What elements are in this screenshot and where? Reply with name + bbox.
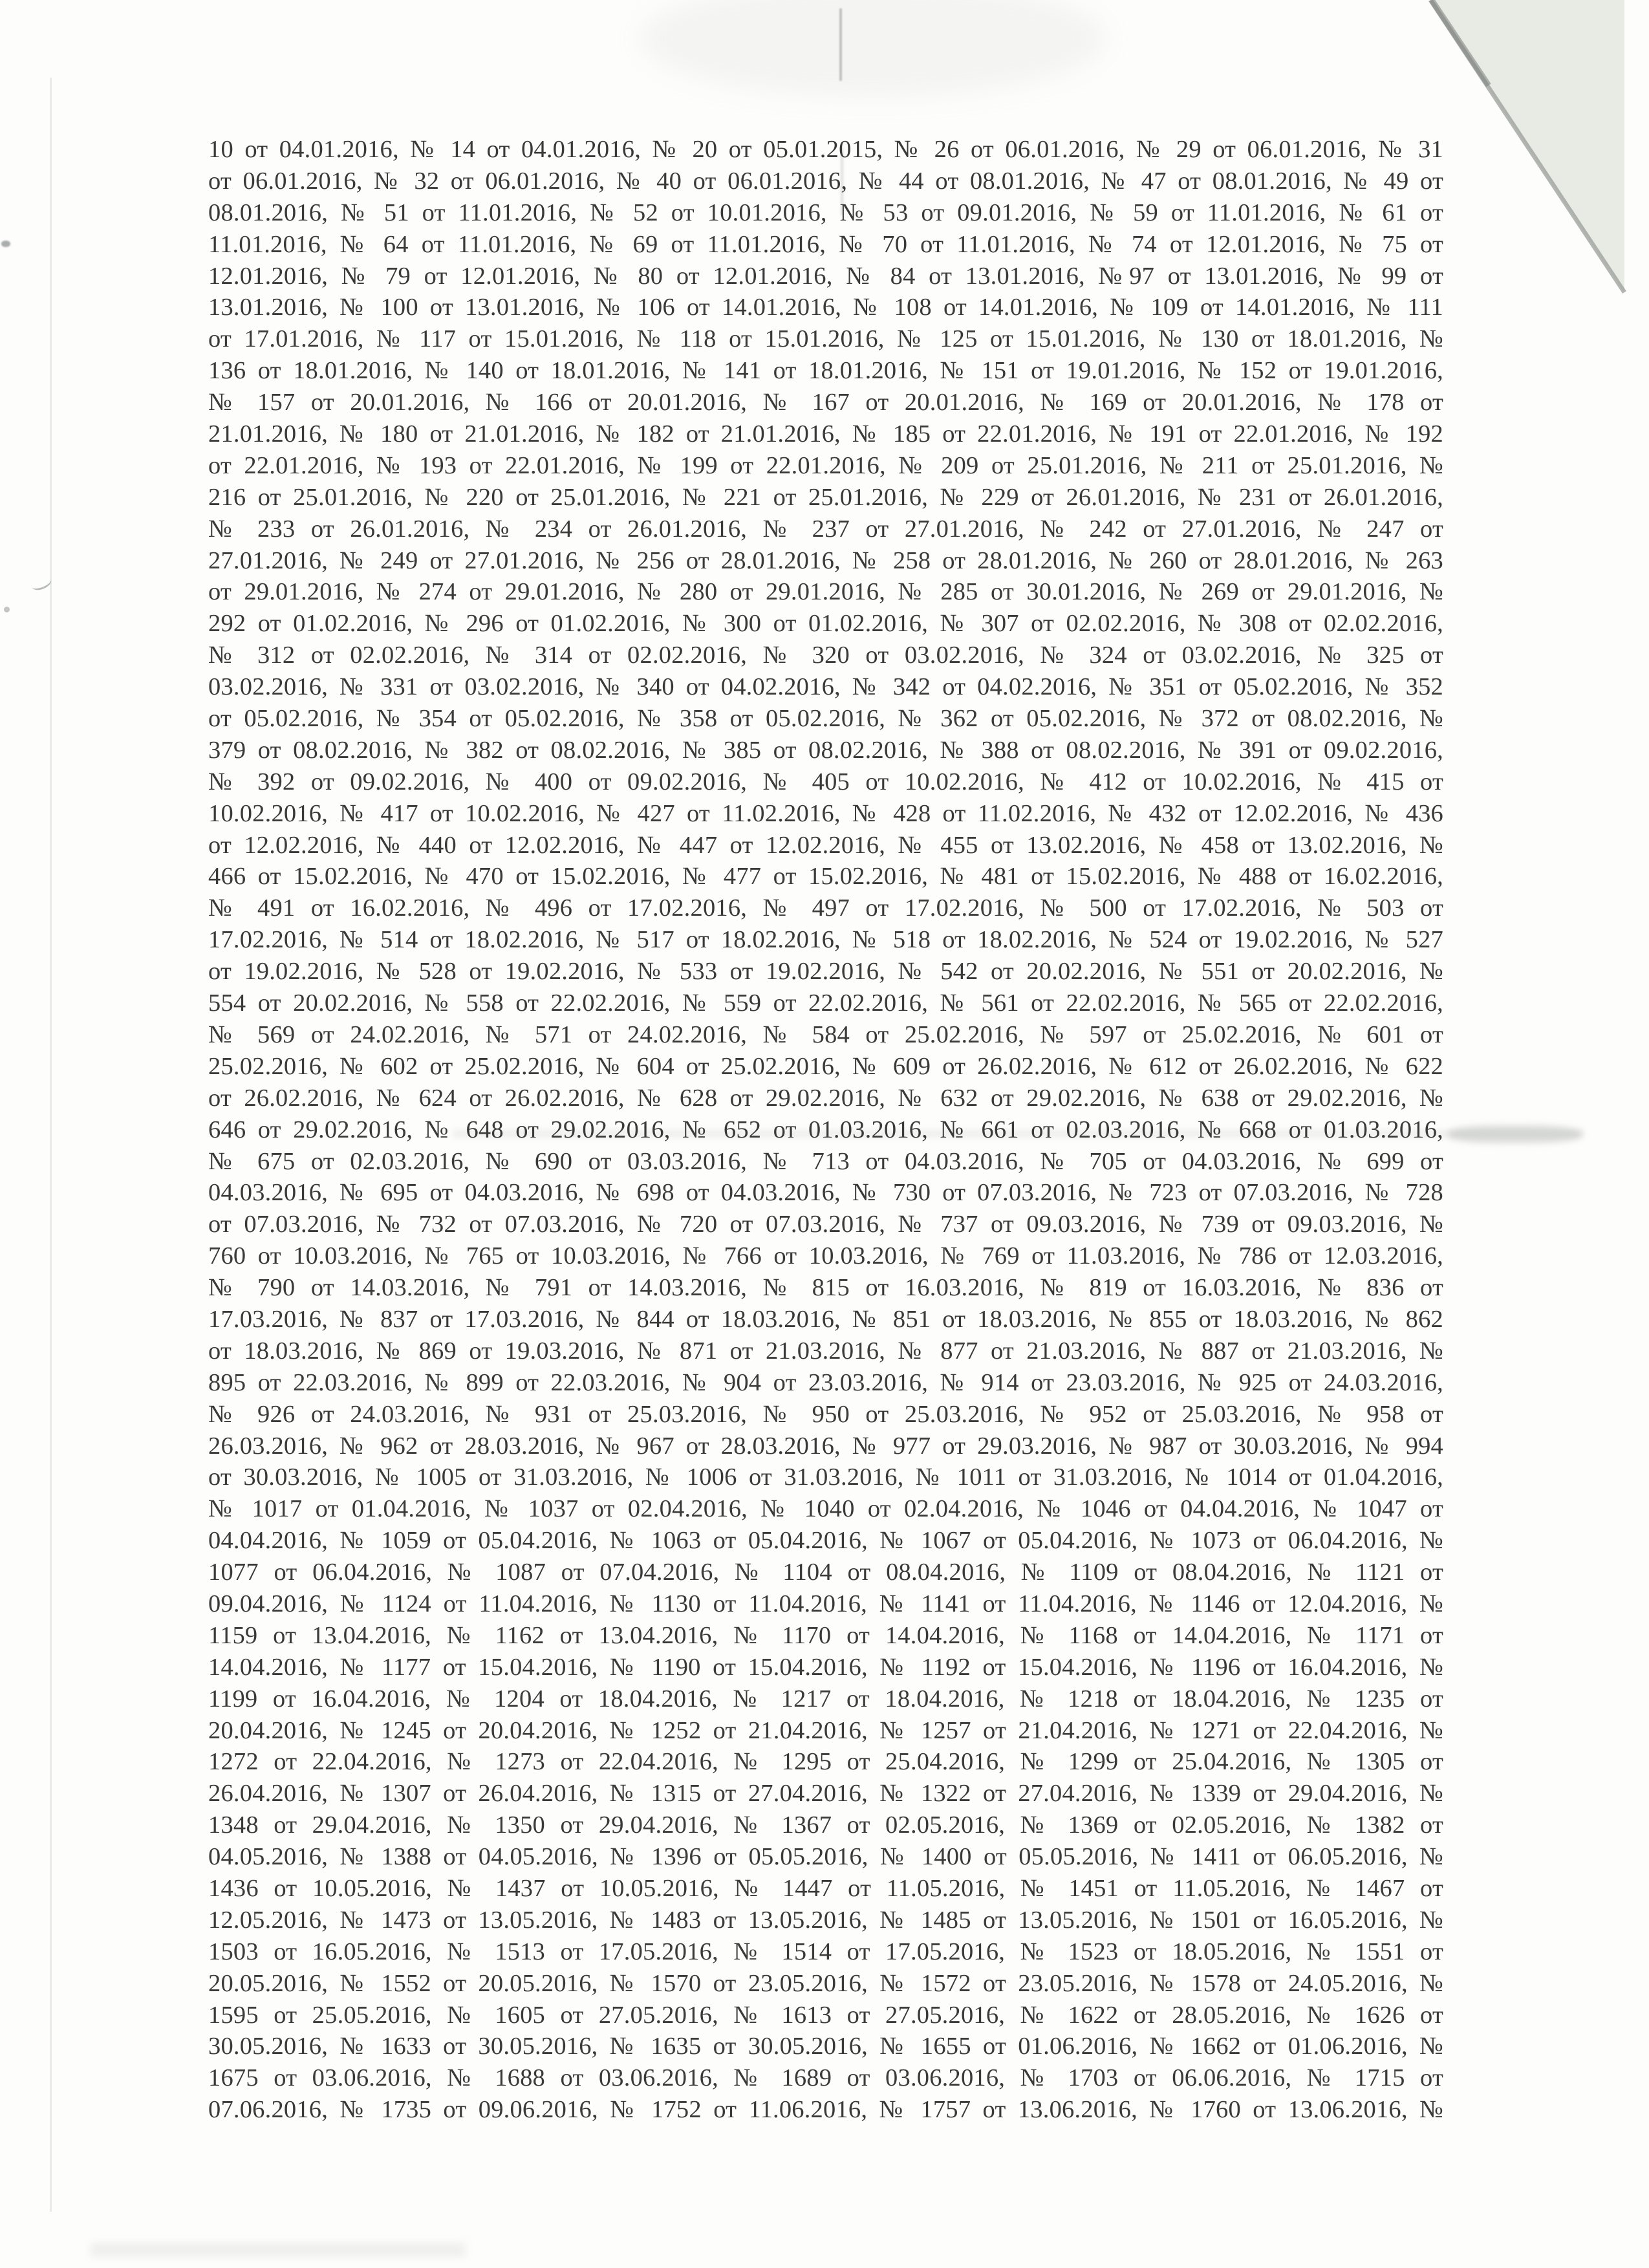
- text-line: от 05.02.2016, № 354 от 05.02.2016, № 358 от 05.02.2016, № 362 от 05.02.2016, № 372 от 08.02.2016, №: [208, 705, 1443, 733]
- text-line: № 790 от 14.03.2016, № 791 от 14.03.2016, № 815 от 16.03.2016, № 819 от 16.03.2016, № 836 от: [208, 1274, 1443, 1302]
- text-line: от 19.02.2016, № 528 от 19.02.2016, № 533 от 19.02.2016, № 542 от 20.02.2016, № 551 от 20.02.2016, №: [208, 958, 1443, 986]
- text-line: 1595 от 25.05.2016, № 1605 от 27.05.2016, № 1613 от 27.05.2016, № 1622 от 28.05.2016, № 1626 от: [208, 2001, 1443, 2029]
- text-line: 1348 от 29.04.2016, № 1350 от 29.04.2016, № 1367 от 02.05.2016, № 1369 от 02.05.2016, № 1382 от: [208, 1811, 1443, 1839]
- text-line: 13.01.2016, № 100 от 13.01.2016, № 106 от 14.01.2016, № 108 от 14.01.2016, № 109 от 14.01.2016, № 111: [208, 294, 1443, 321]
- scan-smudge-bottom: [91, 2243, 466, 2257]
- text-line: 04.03.2016, № 695 от 04.03.2016, № 698 от 04.03.2016, № 730 от 07.03.2016, № 723 от 07.03.2016, № 728: [208, 1179, 1443, 1207]
- text-line: 554 от 20.02.2016, № 558 от 22.02.2016, № 559 от 22.02.2016, № 561 от 22.02.2016, № 565 от 22.02.2016,: [208, 989, 1443, 1017]
- text-line: 1272 от 22.04.2016, № 1273 от 22.04.2016, № 1295 от 25.04.2016, № 1299 от 25.04.2016, № 1305 от: [208, 1748, 1443, 1776]
- scan-smudge-right: [1449, 1125, 1581, 1143]
- text-line: 20.05.2016, № 1552 от 20.05.2016, № 1570 от 23.05.2016, № 1572 от 23.05.2016, № 1578 от 24.05.2016, №: [208, 1969, 1443, 1997]
- text-line: от 26.02.2016, № 624 от 26.02.2016, № 628 от 29.02.2016, № 632 от 29.02.2016, № 638 от 29.02.2016, №: [208, 1084, 1443, 1112]
- text-line: 12.05.2016, № 1473 от 13.05.2016, № 1483 от 13.05.2016, № 1485 от 13.05.2016, № 1501 от 16.05.2016, №: [208, 1906, 1443, 1934]
- text-line: 17.03.2016, № 837 от 17.03.2016, № 844 от 18.03.2016, № 851 от 18.03.2016, № 855 от 18.03.2016, № 862: [208, 1305, 1443, 1333]
- text-line: 21.01.2016, № 180 от 21.01.2016, № 182 от 21.01.2016, № 185 от 22.01.2016, № 191 от 22.01.2016, № 192: [208, 420, 1443, 448]
- text-line: от 22.01.2016, № 193 от 22.01.2016, № 199 от 22.01.2016, № 209 от 25.01.2016, № 211 от 25.01.2016, №: [208, 451, 1443, 479]
- text-line: № 675 от 02.03.2016, № 690 от 03.03.2016, № 713 от 04.03.2016, № 705 от 04.03.2016, № 699 от: [208, 1147, 1443, 1175]
- text-line: от 17.01.2016, № 117 от 15.01.2016, № 118 от 15.01.2016, № 125 от 15.01.2016, № 130 от 18.01.2016, №: [208, 325, 1443, 353]
- text-line: от 29.01.2016, № 274 от 29.01.2016, № 280 от 29.01.2016, № 285 от 30.01.2016, № 269 от 29.01.2016, №: [208, 578, 1443, 606]
- text-line: 760 от 10.03.2016, № 765 от 10.03.2016, № 766 от 10.03.2016, № 769 от 11.03.2016, № 786 от 12.03.2016,: [208, 1242, 1443, 1270]
- text-line: № 312 от 02.02.2016, № 314 от 02.02.2016, № 320 от 03.02.2016, № 324 от 03.02.2016, № 325 от: [208, 642, 1443, 669]
- document-text: [208, 134, 1443, 2126]
- text-line: от 12.02.2016, № 440 от 12.02.2016, № 447 от 12.02.2016, № 455 от 13.02.2016, № 458 от 13.02.2016, №: [208, 831, 1443, 859]
- text-line: 11.01.2016, № 64 от 11.01.2016, № 69 от 11.01.2016, № 70 от 11.01.2016, № 74 от 12.01.2016, № 75 от: [208, 230, 1443, 258]
- text-line: № 1017 от 01.04.2016, № 1037 от 02.04.2016, № 1040 от 02.04.2016, № 1046 от 04.04.2016, № 1047 от: [208, 1495, 1443, 1523]
- text-line: от 18.03.2016, № 869 от 19.03.2016, № 871 от 21.03.2016, № 877 от 21.03.2016, № 887 от 21.03.2016, №: [208, 1337, 1443, 1365]
- scan-dash-artifact: [839, 8, 842, 81]
- text-line: № 233 от 26.01.2016, № 234 от 26.01.2016, № 237 от 27.01.2016, № 242 от 27.01.2016, № 247 от: [208, 515, 1443, 543]
- folded-corner-artifact: [1410, 0, 1649, 304]
- text-line: 646 от 29.02.2016, № 648 от 29.02.2016, № 652 от 01.03.2016, № 661 от 02.03.2016, № 668 от 01.03.2016,: [208, 1116, 1443, 1143]
- text-line: 1077 от 06.04.2016, № 1087 от 07.04.2016, № 1104 от 08.04.2016, № 1109 от 08.04.2016, № 1121 от: [208, 1559, 1443, 1586]
- text-line: 216 от 25.01.2016, № 220 от 25.01.2016, № 221 от 25.01.2016, № 229 от 26.01.2016, № 231 от 26.01.2016,: [208, 483, 1443, 511]
- text-line: 30.05.2016, № 1633 от 30.05.2016, № 1635 от 30.05.2016, № 1655 от 01.06.2016, № 1662 от 01.06.2016, №: [208, 2033, 1443, 2060]
- text-line: 136 от 18.01.2016, № 140 от 18.01.2016, № 141 от 18.01.2016, № 151 от 19.01.2016, № 152 от 19.01.2016,: [208, 357, 1443, 385]
- text-line: 12.01.2016, № 79 от 12.01.2016, № 80 от 12.01.2016, № 84 от 13.01.2016, №97 от 13.01.2016, № 99 от: [208, 262, 1443, 290]
- scan-line-artifact: [50, 78, 52, 2212]
- text-line: № 926 от 24.03.2016, № 931 от 25.03.2016, № 950 от 25.03.2016, № 952 от 25.03.2016, № 958 от: [208, 1400, 1443, 1428]
- text-line: от 06.01.2016, № 32 от 06.01.2016, № 40 от 06.01.2016, № 44 от 08.01.2016, № 47 от 08.01.2016, № 49 от: [208, 167, 1443, 195]
- text-line: № 392 от 09.02.2016, № 400 от 09.02.2016, № 405 от 10.02.2016, № 412 от 10.02.2016, № 415 от: [208, 768, 1443, 795]
- text-line: 26.03.2016, № 962 от 28.03.2016, № 967 от 28.03.2016, № 977 от 29.03.2016, № 987 от 30.03.2016, № 994: [208, 1432, 1443, 1460]
- scan-speck: [4, 607, 10, 612]
- text-line: 07.06.2016, № 1735 от 09.06.2016, № 1752 от 11.06.2016, № 1757 от 13.06.2016, № 1760 от 13.06.2016, №: [208, 2096, 1443, 2124]
- text-line: 25.02.2016, № 602 от 25.02.2016, № 604 от 25.02.2016, № 609 от 26.02.2016, № 612 от 26.02.2016, № 622: [208, 1052, 1443, 1080]
- text-line: 03.02.2016, № 331 от 03.02.2016, № 340 от 04.02.2016, № 342 от 04.02.2016, № 351 от 05.02.2016, № 352: [208, 673, 1443, 701]
- text-line: 466 от 15.02.2016, № 470 от 15.02.2016, № 477 от 15.02.2016, № 481 от 15.02.2016, № 488 от 16.02.2016,: [208, 863, 1443, 891]
- text-line: от 07.03.2016, № 732 от 07.03.2016, № 720 от 07.03.2016, № 737 от 09.03.2016, № 739 от 09.03.2016, №: [208, 1211, 1443, 1238]
- text-line: 379 от 08.02.2016, № 382 от 08.02.2016, № 385 от 08.02.2016, № 388 от 08.02.2016, № 391 от 09.02.2016,: [208, 736, 1443, 764]
- text-line: 17.02.2016, № 514 от 18.02.2016, № 517 от 18.02.2016, № 518 от 18.02.2016, № 524 от 19.02.2016, № 527: [208, 926, 1443, 954]
- text-line: 09.04.2016, № 1124 от 11.04.2016, № 1130 от 11.04.2016, № 1141 от 11.04.2016, № 1146 от 12.04.2016, №: [208, 1590, 1443, 1617]
- text-line: 1436 от 10.05.2016, № 1437 от 10.05.2016, № 1447 от 11.05.2016, № 1451 от 11.05.2016, № 1467 от: [208, 1874, 1443, 1902]
- text-line: 04.05.2016, № 1388 от 04.05.2016, № 1396 от 05.05.2016, № 1400 от 05.05.2016, № 1411 от 06.05.2016, №: [208, 1843, 1443, 1871]
- text-line: 1199 от 16.04.2016, № 1204 от 18.04.2016, № 1217 от 18.04.2016, № 1218 от 18.04.2016, № 1235 от: [208, 1685, 1443, 1712]
- text-line: 10.02.2016, № 417 от 10.02.2016, № 427 от 11.02.2016, № 428 от 11.02.2016, № 432 от 12.02.2016, № 436: [208, 799, 1443, 827]
- text-line: № 569 от 24.02.2016, № 571 от 24.02.2016, № 584 от 25.02.2016, № 597 от 25.02.2016, № 601 от: [208, 1021, 1443, 1048]
- text-line: 10 от 04.01.2016, № 14 от 04.01.2016, № 20 от 05.01.2015, № 26 от 06.01.2016, № 29 от 06.01.2016, № 31: [208, 136, 1443, 163]
- scan-speck: [1, 241, 10, 247]
- scan-smudge-top: [640, 0, 1106, 97]
- text-line: 04.04.2016, № 1059 от 05.04.2016, № 1063 от 05.04.2016, № 1067 от 05.04.2016, № 1073 от 06.04.2016, №: [208, 1527, 1443, 1555]
- text-line: от 30.03.2016, № 1005 от 31.03.2016, № 1006 от 31.03.2016, № 1011 от 31.03.2016, № 1014 от 01.04.2016,: [208, 1463, 1443, 1491]
- text-line: № 491 от 16.02.2016, № 496 от 17.02.2016, № 497 от 17.02.2016, № 500 от 17.02.2016, № 503 от: [208, 894, 1443, 922]
- text-line: 08.01.2016, № 51 от 11.01.2016, № 52 от 10.01.2016, № 53 от 09.01.2016, № 59 от 11.01.2016, № 61 от: [208, 199, 1443, 226]
- text-line: 27.01.2016, № 249 от 27.01.2016, № 256 от 28.01.2016, № 258 от 28.01.2016, № 260 от 28.01.2016, № 263: [208, 546, 1443, 574]
- text-line: 1159 от 13.04.2016, № 1162 от 13.04.2016, № 1170 от 14.04.2016, № 1168 от 14.04.2016, № 1171 от: [208, 1621, 1443, 1649]
- text-line: 26.04.2016, № 1307 от 26.04.2016, № 1315 от 27.04.2016, № 1322 от 27.04.2016, № 1339 от 29.04.2016, №: [208, 1780, 1443, 1808]
- text-line: № 157 от 20.01.2016, № 166 от 20.01.2016, № 167 от 20.01.2016, № 169 от 20.01.2016, № 178 от: [208, 389, 1443, 416]
- text-line: 14.04.2016, № 1177 от 15.04.2016, № 1190 от 15.04.2016, № 1192 от 15.04.2016, № 1196 от 16.04.2016, №: [208, 1653, 1443, 1681]
- text-line: 895 от 22.03.2016, № 899 от 22.03.2016, № 904 от 23.03.2016, № 914 от 23.03.2016, № 925 от 24.03.2016,: [208, 1368, 1443, 1396]
- text-line: 1675 от 03.06.2016, № 1688 от 03.06.2016, № 1689 от 03.06.2016, № 1703 от 06.06.2016, № 1715 от: [208, 2064, 1443, 2092]
- text-line: 20.04.2016, № 1245 от 20.04.2016, № 1252 от 21.04.2016, № 1257 от 21.04.2016, № 1271 от 22.04.2016, №: [208, 1716, 1443, 1744]
- text-line: 1503 от 16.05.2016, № 1513 от 17.05.2016, № 1514 от 17.05.2016, № 1523 от 18.05.2016, № 1551 от: [208, 1938, 1443, 1965]
- text-line: 292 от 01.02.2016, № 296 от 01.02.2016, № 300 от 01.02.2016, № 307 от 02.02.2016, № 308 от 02.02.2016,: [208, 610, 1443, 638]
